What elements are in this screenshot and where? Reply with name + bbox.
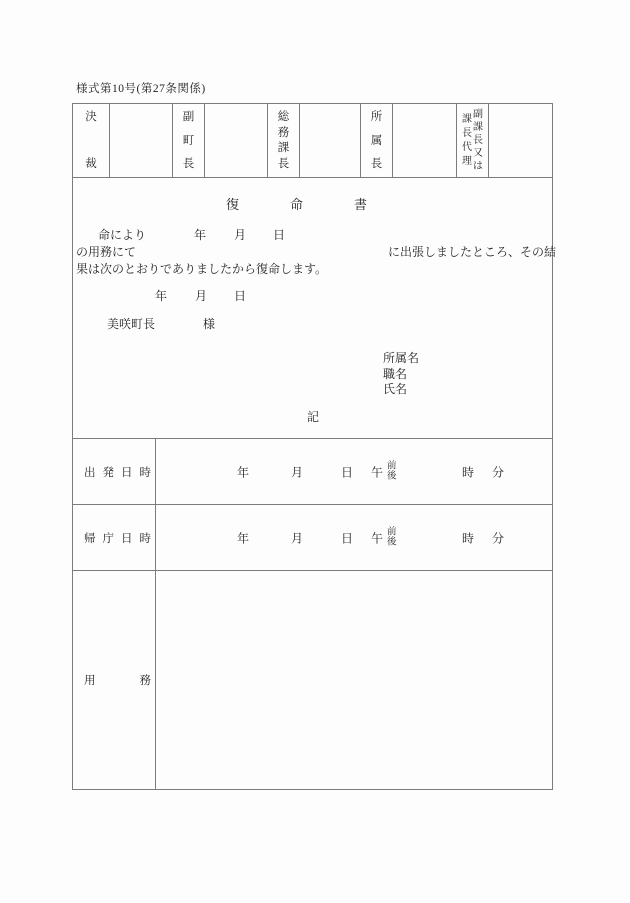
form-number-label: 様式第10号(第27条関係) xyxy=(76,83,206,95)
approval-header-row xyxy=(73,104,552,178)
pm-label: 後 xyxy=(387,471,397,482)
vertical-char: 裁 xyxy=(85,158,97,170)
vertical-char: 副 xyxy=(473,109,483,120)
duty-phrase-text: の用務にて xyxy=(76,245,137,259)
title-char: 復 xyxy=(225,197,239,212)
label-char: 出 xyxy=(84,466,96,479)
approval-label-general-affairs-chief xyxy=(268,104,300,177)
report-body-cell xyxy=(73,178,557,439)
label-char: 発 xyxy=(102,466,114,479)
label-char: 庁 xyxy=(102,532,114,545)
label-char: 務 xyxy=(139,675,151,687)
minute-label: 分 xyxy=(492,465,505,479)
approval-label-deputy-chief xyxy=(457,104,489,177)
vertical-char: 町 xyxy=(182,134,195,147)
label-char: 時 xyxy=(139,532,151,545)
noon-label: 午 xyxy=(371,465,384,479)
departure-label xyxy=(73,439,156,504)
hour-label: 時 xyxy=(462,531,475,545)
report-month-label: 月 xyxy=(195,289,208,303)
report-year-label: 年 xyxy=(155,289,168,303)
report-day-label: 日 xyxy=(234,289,247,303)
return-label xyxy=(73,505,156,570)
duty-value-cell xyxy=(156,571,552,789)
stamp-box-department-head xyxy=(393,104,457,177)
vertical-char: 長 xyxy=(277,157,290,170)
deputy-chief-label-right-column xyxy=(473,104,483,177)
approval-label-department-head xyxy=(361,104,393,177)
label-char: 日 xyxy=(121,532,133,545)
vertical-char: 務 xyxy=(277,126,290,139)
vertical-char: 長 xyxy=(370,158,383,170)
minute-label: 分 xyxy=(492,531,505,545)
report-form-table xyxy=(72,103,557,790)
vertical-char: 長 xyxy=(182,158,195,170)
order-day-label: 日 xyxy=(273,228,286,242)
position-label: 職名 xyxy=(383,367,408,381)
month-label: 月 xyxy=(291,531,304,545)
vertical-char: 代 xyxy=(462,142,472,153)
honorific-text: 様 xyxy=(203,317,216,331)
vertical-char: 課 xyxy=(473,122,483,133)
duty-label xyxy=(73,571,156,789)
addressee-text: 美咲町長 xyxy=(107,317,156,331)
title-char: 命 xyxy=(289,197,303,212)
label-char: 帰 xyxy=(84,532,96,545)
pm-label: 後 xyxy=(387,537,397,548)
vertical-char: 所 xyxy=(370,111,383,123)
order-month-label: 月 xyxy=(234,228,247,242)
stamp-box-vice-mayor xyxy=(205,104,268,177)
return-value-cell xyxy=(156,505,552,570)
am-pm-stack xyxy=(387,527,397,548)
hour-label: 時 xyxy=(462,465,475,479)
vertical-char: 長 xyxy=(462,128,472,139)
return-row xyxy=(73,505,552,571)
label-char: 用 xyxy=(84,675,96,687)
vertical-char: 長 xyxy=(473,135,483,146)
noon-label: 午 xyxy=(371,531,384,545)
vertical-char: 又 xyxy=(473,148,483,159)
vertical-char: 副 xyxy=(182,111,195,123)
departure-value-cell xyxy=(156,439,552,504)
trip-result-tail-text: 果は次のとおりでありましたから復命します。 xyxy=(76,262,328,276)
vertical-char: は xyxy=(473,161,483,172)
name-label: 氏名 xyxy=(383,382,408,396)
label-char: 日 xyxy=(121,466,133,479)
vertical-char: 課 xyxy=(277,142,290,155)
year-label: 年 xyxy=(237,531,250,545)
trip-result-lead-text: に出張しましたところ、その結 xyxy=(388,245,557,259)
vertical-char: 理 xyxy=(462,156,472,167)
order-year-label: 年 xyxy=(194,228,207,242)
stamp-box-general-affairs-chief xyxy=(300,104,361,177)
document-title xyxy=(57,194,536,213)
label-char: 時 xyxy=(139,466,151,479)
vertical-char: 課 xyxy=(462,114,472,125)
am-label: 前 xyxy=(387,461,397,471)
duty-row xyxy=(73,571,552,789)
am-pm-stack xyxy=(387,461,397,482)
vertical-char: 決 xyxy=(85,111,97,123)
deputy-chief-label-left-column xyxy=(462,104,472,177)
departure-row xyxy=(73,439,552,505)
stamp-box-deputy-chief xyxy=(489,104,552,177)
affiliation-label: 所属名 xyxy=(383,351,420,365)
day-label: 日 xyxy=(341,531,354,545)
record-marker: 記 xyxy=(307,410,320,424)
approval-label-vice-mayor xyxy=(173,104,205,177)
vertical-char: 属 xyxy=(370,134,383,147)
order-prefix-text: 命により xyxy=(98,228,147,242)
am-label: 前 xyxy=(387,527,397,537)
title-char: 書 xyxy=(354,197,368,212)
year-label: 年 xyxy=(237,465,250,479)
vertical-char: 総 xyxy=(277,111,290,123)
approval-label-kessai xyxy=(73,104,110,177)
day-label: 日 xyxy=(341,465,354,479)
month-label: 月 xyxy=(291,465,304,479)
stamp-box-kessai xyxy=(110,104,173,177)
